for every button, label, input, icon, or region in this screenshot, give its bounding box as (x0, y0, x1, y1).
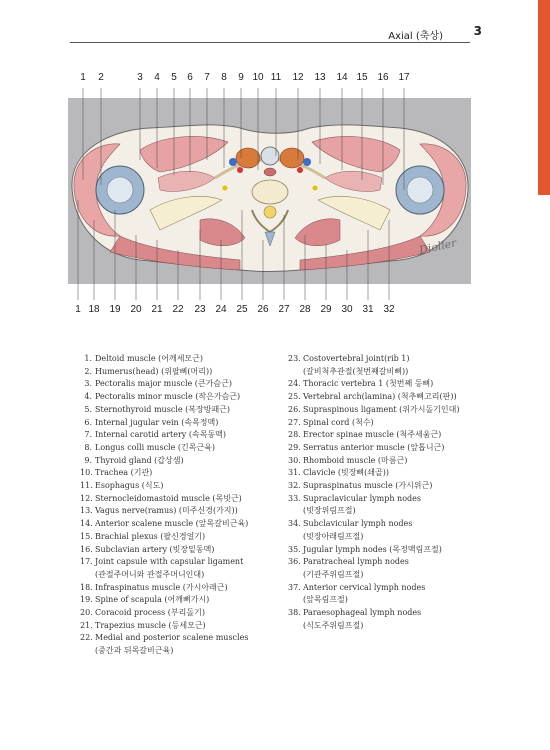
legend-item-text: Erector spinae muscle (척주세움근) (303, 430, 442, 440)
legend-item-text: Rhomboid muscle (마름근) (303, 455, 408, 465)
legend-item-number: 1. (84, 354, 92, 363)
thyroid-right (280, 148, 304, 168)
legend-item-number: 2. (84, 366, 92, 376)
callout-number: 20 (130, 304, 142, 315)
legend-item (80, 378, 280, 391)
legend-item-number: 13. (80, 506, 93, 516)
legend-item-number: 6. (84, 417, 92, 427)
legend-item-text: Paraesophageal lymph nodes (303, 608, 422, 618)
legend-item-number: 23. (288, 354, 301, 363)
callout-number: 2 (98, 72, 104, 83)
legend-item-text: Infraspinatus muscle (가시아래근) (95, 582, 228, 592)
legend-item (288, 429, 478, 442)
legend-item (80, 366, 280, 379)
legend-item-text: Trachea (기관) (95, 468, 153, 478)
legend-item-text: Supraspinatus muscle (가시위근) (303, 481, 433, 491)
legend-item (80, 632, 280, 645)
legend-item-number (80, 569, 92, 582)
legend-column-right (288, 353, 478, 632)
legend-item-text: Spine of scapula (어깨뼈가시) (95, 595, 210, 605)
legend-item-number: 8. (84, 442, 92, 452)
legend-item-text: Supraclavicular lymph nodes (303, 493, 421, 503)
callout-number: 10 (252, 72, 264, 83)
legend-item (288, 569, 478, 582)
legend-item (288, 620, 478, 633)
legend-item (80, 455, 280, 468)
legend-item-text: Thoracic vertebra 1 (첫번째 등뼈) (303, 379, 434, 389)
callout-number: 15 (356, 72, 368, 83)
legend-item-number: 16. (80, 544, 93, 554)
legend-item-number: 32. (288, 481, 301, 491)
legend-item (80, 493, 280, 506)
legend-item-text: Serratus anterior muscle (앞톱니근) (303, 442, 445, 452)
legend-item-number (288, 505, 300, 518)
legend-item (80, 531, 280, 544)
legend-item (80, 429, 280, 442)
legend-item-text: (식도주위림프절) (303, 620, 364, 630)
callout-number: 29 (320, 304, 332, 315)
legend-item-number: 25. (288, 392, 301, 402)
legend-item-number: 29. (288, 442, 301, 452)
callout-number: 11 (270, 72, 282, 83)
legend-item (288, 531, 478, 544)
legend-item-number: 34. (288, 519, 301, 529)
legend-item-number: 14. (80, 519, 93, 529)
legend-item-number (288, 366, 300, 379)
callout-number: 8 (221, 72, 227, 83)
legend-item-text: Sternothyroid muscle (복장방패근) (95, 404, 231, 414)
callout-number: 19 (109, 304, 121, 315)
axial-section-illustration (0, 60, 550, 330)
legend-item-number: 15. (80, 531, 93, 541)
callout-number: 6 (187, 72, 193, 83)
esophagus (264, 168, 276, 176)
legend-item-text: Paratracheal lymph nodes (303, 557, 409, 567)
legend-item (288, 366, 478, 379)
callout-number: 28 (299, 304, 311, 315)
legend-item-number: 28. (288, 430, 301, 440)
legend-item-number: 5. (84, 404, 92, 414)
legend-item-text: (중간과 뒤목갈비근육) (95, 646, 174, 656)
legend-item-text: Brachial plexus (팔신경얼기) (95, 531, 206, 541)
thyroid-left (236, 148, 260, 168)
legend-item-number: 19. (80, 595, 93, 605)
legend-item-text: Jugular lymph nodes (목정맥림프절) (303, 544, 442, 554)
legend-item-number: 12. (80, 493, 93, 503)
callout-number: 3 (137, 72, 143, 83)
callout-number: 14 (336, 72, 348, 83)
legend-item-number (80, 645, 92, 658)
legend-item-number: 18. (80, 582, 93, 592)
legend-item (288, 518, 478, 531)
legend-item-text: Spinal cord (척수) (303, 417, 374, 427)
legend-item-text: Subclavicular lymph nodes (303, 519, 413, 529)
jugular-vein-right (303, 158, 311, 166)
legend-item-text: Anterior cervical lymph nodes (303, 582, 426, 592)
vertebral-body (252, 180, 288, 204)
legend-item-text: Subclavian artery (빗장밑동맥) (95, 544, 215, 554)
legend-item-text: (앞목림프절) (303, 595, 348, 605)
humerus-left-inner (107, 177, 133, 203)
legend-item (288, 391, 478, 404)
trachea (261, 147, 279, 165)
legend-item-text: Humerus(head) (위팔뼈(머리)) (95, 366, 213, 376)
legend-item-text: Coracoid process (부리돌기) (95, 608, 205, 618)
callout-number: 27 (278, 304, 290, 315)
legend-item-number: 10. (80, 468, 93, 478)
legend-item (80, 569, 280, 582)
legend-item-text: (관절주머니와 관절주머니인대) (95, 569, 205, 579)
callout-number: 17 (398, 72, 410, 83)
legend-item (80, 404, 280, 417)
legend-item (80, 353, 280, 366)
callout-number: 25 (236, 304, 248, 315)
legend-item-number: 21. (80, 620, 93, 630)
legend-item-number (288, 569, 300, 582)
legend-item (80, 544, 280, 557)
legend-item-text: Vagus nerve(ramus) (미주신경(가지)) (95, 506, 238, 516)
legend-item-text: Internal jugular vein (속목정맥) (95, 417, 219, 427)
legend-item (288, 417, 478, 430)
legend-item (288, 556, 478, 569)
legend-item (80, 480, 280, 493)
legend-item-text: (갈비척추관절(첫번째갈비뼈)) (303, 366, 409, 376)
callout-number: 22 (172, 304, 184, 315)
legend-item-text: Trapezius muscle (등세모근) (95, 620, 206, 630)
artist-signature: Dioller (417, 236, 458, 257)
legend-item-number: 4. (84, 392, 92, 402)
legend-item-number: 30. (288, 455, 301, 465)
callout-number: 26 (257, 304, 269, 315)
carotid-right (297, 167, 303, 173)
callout-number: 30 (341, 304, 353, 315)
legend-item-number: 33. (288, 493, 301, 503)
legend-item (288, 353, 478, 366)
legend-item (288, 455, 478, 468)
legend-item-number: 20. (80, 608, 93, 618)
callout-number: 32 (383, 304, 395, 315)
running-header: Axial (축상) (388, 31, 443, 42)
legend-item-number: 38. (288, 608, 301, 618)
legend-item-number: 11. (80, 481, 93, 491)
legend-item-text: Pectoralis major muscle (큰가슴근) (95, 379, 232, 389)
anatomy-figure (0, 60, 550, 330)
legend-item-text: Joint capsule with capsular ligament (95, 557, 244, 567)
callout-number: 21 (151, 304, 163, 315)
callout-number: 23 (194, 304, 206, 315)
legend-item (80, 467, 280, 480)
legend-item (80, 391, 280, 404)
legend-item-text: Internal carotid artery (속목동맥) (95, 430, 227, 440)
legend-item-text: (빗장아래림프절) (303, 531, 364, 541)
legend-item (288, 607, 478, 620)
legend-item-text: Vertebral arch(lamina) (척추뼈고리(판)) (303, 392, 457, 402)
legend-item (288, 594, 478, 607)
legend-item (288, 544, 478, 557)
legend-item (80, 442, 280, 455)
legend-item-text: (기관주위림프절) (303, 569, 364, 579)
legend-item (80, 620, 280, 633)
legend-item-number: 37. (288, 582, 301, 592)
spinal-cord (264, 206, 276, 218)
legend-item-text: Costovertebral joint(rib 1) (303, 354, 410, 363)
legend-item (80, 417, 280, 430)
brachial-plexus-right (313, 186, 318, 191)
legend-item-number: 24. (288, 379, 301, 389)
legend-item (288, 442, 478, 455)
callout-number: 12 (292, 72, 304, 83)
legend-item-number: 7. (84, 430, 92, 440)
callout-number: 4 (154, 72, 160, 83)
callout-number: 13 (314, 72, 326, 83)
legend-item (80, 518, 280, 531)
legend-item-text: (빗장위림프절) (303, 506, 356, 516)
legend-item (80, 645, 280, 658)
legend-item (288, 404, 478, 417)
legend-column-left (80, 353, 280, 658)
legend-item-number: 17. (80, 557, 93, 567)
legend-item (80, 582, 280, 595)
legend-item (288, 480, 478, 493)
callout-number: 18 (88, 304, 100, 315)
page-number: 3 (473, 24, 482, 38)
legend-item-number: 22. (80, 633, 93, 643)
legend-item-text: Medial and posterior scalene muscles (95, 633, 249, 643)
callout-number: 31 (362, 304, 374, 315)
legend-item-text: Deltoid muscle (어깨세모근) (95, 354, 204, 363)
carotid-left (237, 167, 243, 173)
callout-number: 7 (204, 72, 210, 83)
legend-item-text: Longus colli muscle (긴목근육) (95, 442, 216, 452)
legend-item-number (288, 620, 300, 633)
legend-item-text: Supraspinous ligament (위가시돌기인대) (303, 404, 460, 414)
legend-item-number (288, 594, 300, 607)
legend-item (288, 493, 478, 506)
jugular-vein-left (229, 158, 237, 166)
legend-item-number: 26. (288, 404, 301, 414)
legend-item (80, 594, 280, 607)
legend-item-number: 31. (288, 468, 301, 478)
brachial-plexus-left (223, 186, 228, 191)
callout-number: 1 (75, 304, 81, 315)
legend-item-number: 36. (288, 557, 301, 567)
legend-item (80, 556, 280, 569)
legend-item (288, 505, 478, 518)
legend-item-text: Thyroid gland (갑상샘) (95, 455, 184, 465)
callout-number: 16 (377, 72, 389, 83)
legend-item-text: Sternocleidomastoid muscle (목빗근) (95, 493, 242, 503)
legend-item (80, 607, 280, 620)
humerus-right-inner (407, 177, 433, 203)
legend-item (80, 505, 280, 518)
callout-number: 9 (238, 72, 244, 83)
legend-item (288, 378, 478, 391)
legend-item-number: 3. (84, 379, 92, 389)
callout-number: 1 (80, 72, 86, 83)
legend-item-text: Anterior scalene muscle (앞목갈비근육) (95, 519, 249, 529)
legend-item (288, 582, 478, 595)
callout-number: 24 (215, 304, 227, 315)
header-rule (70, 42, 470, 43)
legend-item-text: Pectoralis minor muscle (작은가슴근) (95, 392, 241, 402)
legend-item-number: 9. (84, 455, 92, 465)
legend-item-text: Esophagus (식도) (95, 481, 164, 491)
legend-item-text: Clavicle (빗장뼈(쇄골)) (303, 468, 389, 478)
legend-item-number: 27. (288, 417, 301, 427)
legend-item-number: 35. (288, 544, 301, 554)
legend-item-number (288, 531, 300, 544)
callout-number: 5 (171, 72, 177, 83)
legend-item (288, 467, 478, 480)
